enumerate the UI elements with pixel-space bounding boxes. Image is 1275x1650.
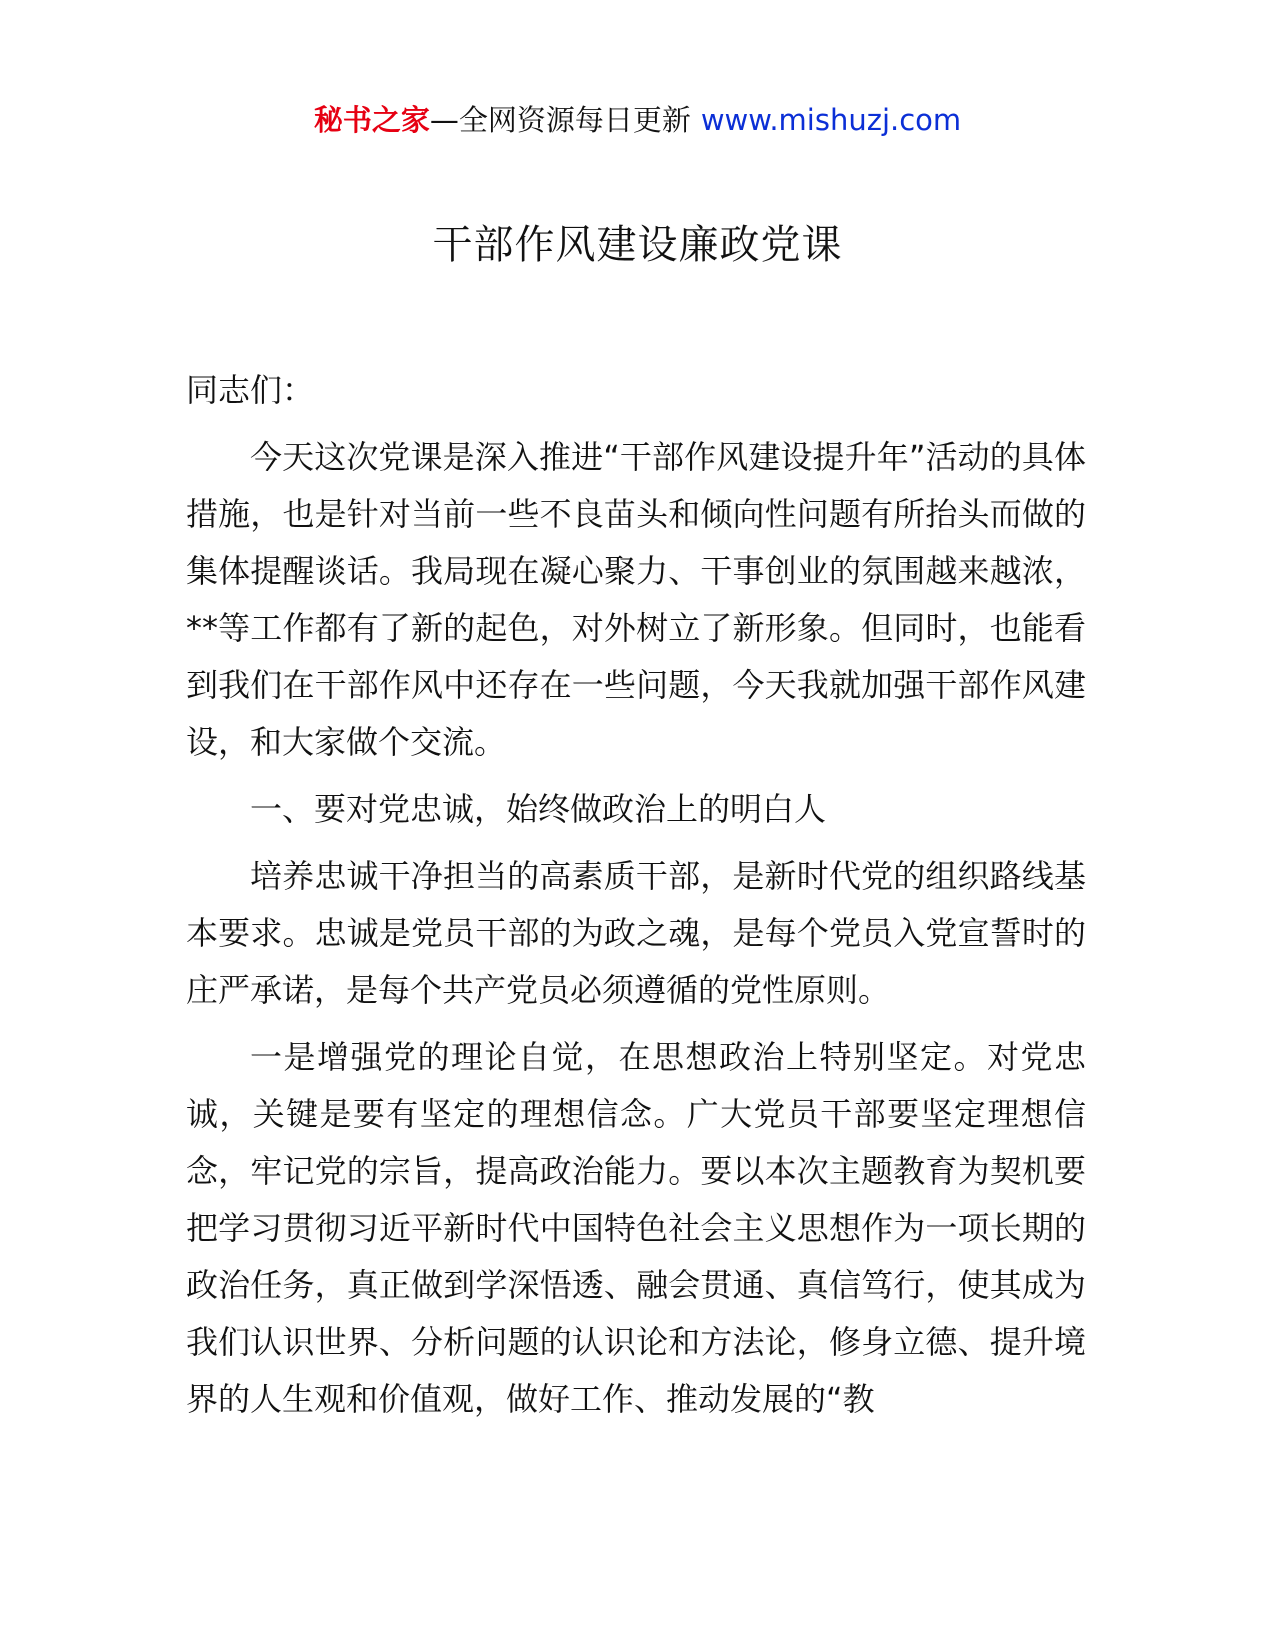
document-body <box>186 362 1086 1438</box>
salutation: 同志们： <box>186 371 315 409</box>
paragraph-loyalty: 培养忠诚干净担当的高素质干部，是新时代党的组织路线基本要求。忠诚是党员干部的为政之魂，是每个党员入党宣誓时的庄严承诺，是每个共产党员必须遵循的党性原则。 <box>186 857 1086 1009</box>
document-title: 干部作风建设廉政党课 <box>432 222 843 268</box>
paragraph-theory: 一是增强党的理论自觉，在思想政治上特别坚定。对党忠诚，关键是要有坚定的理想信念。广大党员干部要坚定理想信念，牢记党的宗旨，提高政治能力。要以本次主题教育为契机要把学习贯彻习近平新时代中国特色社会主义思想作为一项长期的政治任务，真正做到学深悟透、融会贯通、真信笃行，使其成为我们认识世界、分析问题的认识论和方法论，修身立德、提升境界的人生观和价值观，做好工作、推动发展的“教 <box>186 1038 1086 1418</box>
paragraph-intro: 今天这次党课是深入推进“干部作风建设提升年”活动的具体措施，也是针对当前一些不良苗头和倾向性问题有所抬头而做的集体提醒谈话。我局现在凝心聚力、干事创业的氛围越来越浓，**等工作都有了新的起色，对外树立了新形象。但同时，也能看到我们在干部作风中还存在一些问题，今天我就加强干部作风建设，和大家做个交流。 <box>186 438 1086 761</box>
site-header <box>0 98 1275 142</box>
header-tagline: —全网资源每日更新 <box>429 103 691 137</box>
brand-name: 秘书之家 <box>313 103 430 137</box>
site-url-link[interactable]: www.mishuzj.com <box>700 103 962 137</box>
section-heading-1: 一、要对党忠诚，始终做政治上的明白人 <box>250 790 827 828</box>
